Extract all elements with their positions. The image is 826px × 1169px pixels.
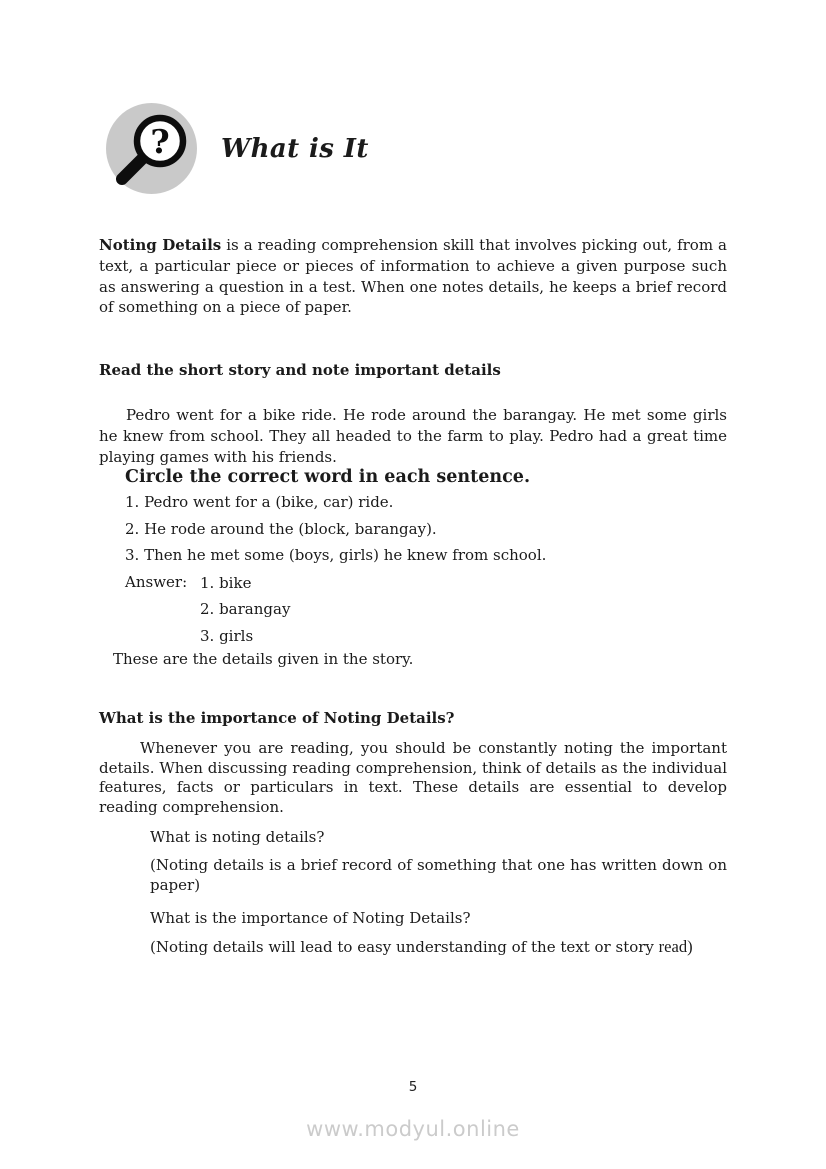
answer-item-1: 1. bike (200, 574, 252, 592)
answer-item-3: 3. girls (200, 626, 254, 645)
story-closing-note: These are the details given in the story. (113, 650, 414, 668)
page-title: What is It (221, 134, 369, 164)
intro-body-text: is a reading comprehension skill that involves picking out, from a text, a particular piece or pieces of information to achieve a given purpose such as answering a question in a test. When one notes details, he keeps a brief record of something on a piece of paper. (99, 236, 728, 317)
intro-lead: Noting Details (99, 236, 222, 254)
story-paragraph: Pedro went for a bike ride. He rode around the barangay. He met some girls he knew from school. They all headed to the farm to play. Pedro had a great time playing games with his friends. (99, 406, 727, 466)
discussion-answer-2-text: (Noting details will lead to easy understanding of the text or story (150, 938, 659, 956)
magnifier-question-icon-graphic (106, 103, 197, 194)
svg-text:?: ? (150, 122, 170, 161)
story-section-heading: Read the short story and note important details (99, 361, 501, 379)
answer-label: Answer: (125, 573, 188, 591)
discussion-question-2: What is the importance of Noting Details? (150, 909, 471, 927)
exercise-question-2: 2. He rode around the (block, barangay). (125, 520, 437, 538)
exercise-instruction: Circle the correct word in each sentence. (125, 467, 531, 487)
discussion-answer-2-read-word: read) (658, 937, 693, 956)
exercise-question-3: 3. Then he met some (boys, girls) he knew from school. (125, 546, 547, 564)
importance-paragraph: Whenever you are reading, you should be constantly noting the important details. When discussing reading comprehension, think of details as the individual features, facts or particulars in text. These details are essential to develop reading comprehension. (99, 739, 727, 816)
answer-list (200, 573, 500, 652)
discussion-answer-2 (150, 937, 727, 957)
discussion-answer-1: (Noting details is a brief record of something that one has written down on paper) (150, 856, 727, 895)
exercise-question-1: 1. Pedro went for a (bike, car) ride. (125, 493, 394, 511)
magnifier-question-icon (106, 103, 197, 194)
watermark: www.modyul.online (306, 1117, 520, 1141)
importance-heading: What is the importance of Noting Details? (99, 709, 455, 727)
discussion-question-1: What is noting details? (150, 828, 325, 846)
page-number: 5 (408, 1079, 418, 1095)
answer-item-2: 2. barangay (200, 600, 291, 619)
intro-paragraph (99, 235, 727, 318)
